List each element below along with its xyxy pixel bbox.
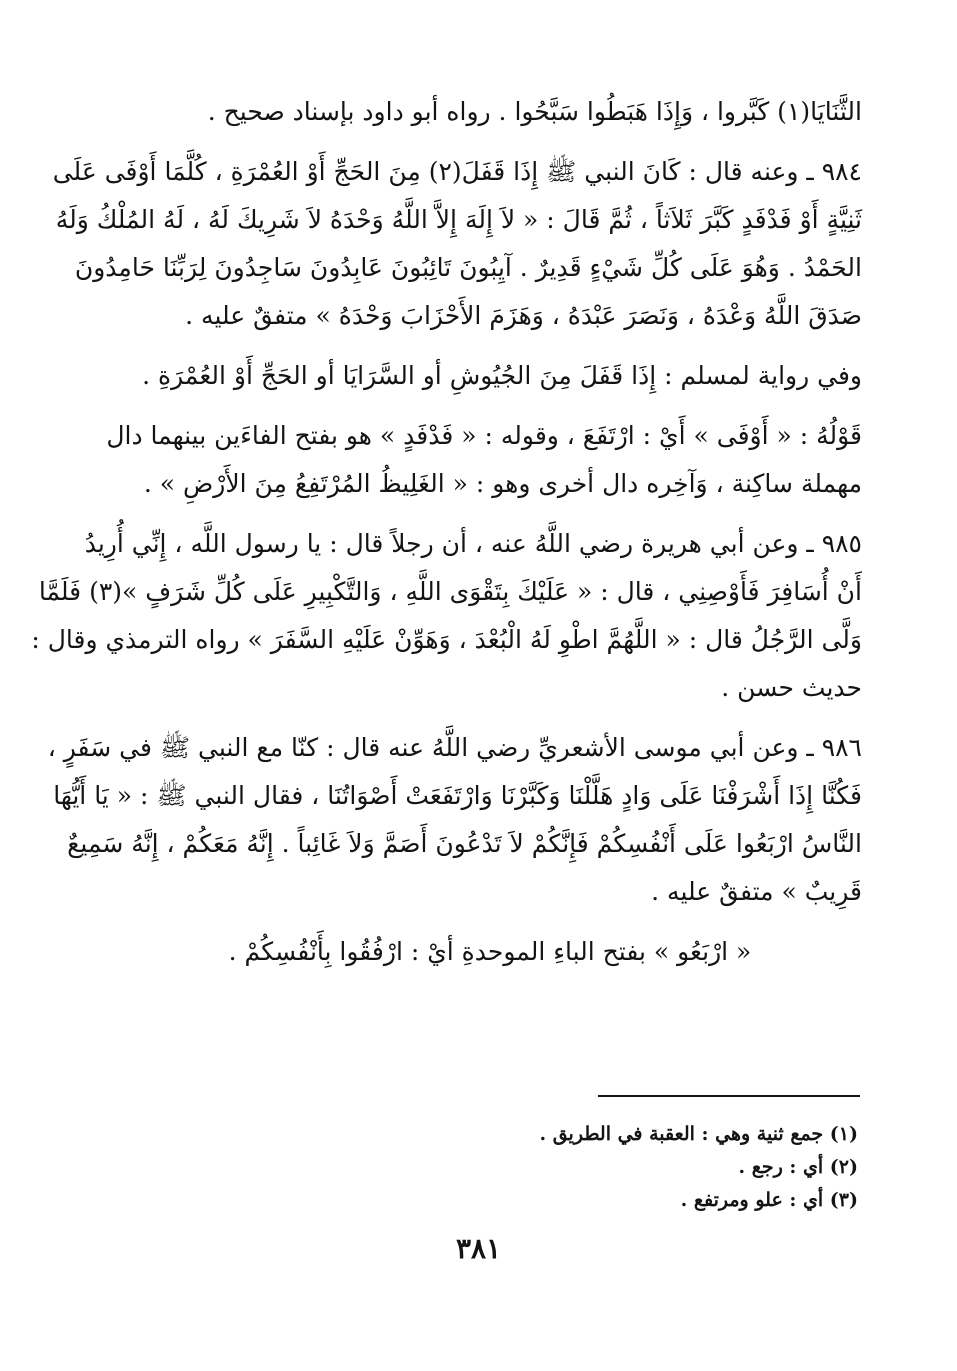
hadith-984-line: ٩٨٤ ـ وعنه قال : كَانَ النبي ﷺ إِذَا قَفَلَ(٢) مِنَ الحَجِّ أَوْ العُمْرَةِ ، كُلَّمَا أَوْفَى عَلَى bbox=[52, 157, 862, 186]
text-line: حديث حسن . bbox=[721, 673, 862, 702]
hadith-985-line: ٩٨٥ ـ وعن أبي هريرة رضي اللَّهُ عنه ، أن رجلاً قال : يا رسول اللَّه ، إِنِّي أُرِيدُ bbox=[84, 529, 862, 558]
text-line: قَوْلُهُ : « أَوْفَى » أَيْ : ارْتَفَعَ ، وقوله : « فَدْفَدٍ » هو بفتح الفاءَين بينهما دال bbox=[106, 421, 862, 450]
text-line: وَلَّى الرَّجُلُ قال : « اللَّهُمَّ اطْوِ لَهُ الْبُعْدَ ، وَهَوِّنْ عَلَيْهِ السَّفَرَ » رواه الترمذي وقال : bbox=[31, 625, 862, 654]
text-line: النَّاسُ ارْبَعُوا عَلَى أَنْفُسِكُمْ فَإِنَّكُمْ لاَ تَدْعُونَ أَصَمَّ وَلاَ غَائِباً . إِنَّهُ مَعَكُمْ ، إِنَّهُ سَمِيعٌ bbox=[67, 829, 862, 858]
footnote-divider bbox=[598, 1095, 860, 1097]
page-body bbox=[31, 88, 862, 976]
footnotes bbox=[458, 1118, 858, 1217]
text-line: الثَّنَايَا(١) كَبَّروا ، وَإِذَا هَبَطُوا سَبَّحُوا . رواه أبو داود بإسناد صحيح . bbox=[207, 97, 862, 126]
text-line: وفي رواية لمسلم : إِذَا قَفَلَ مِنَ الجُيُوشِ أو السَّرَايَا أو الحَجِّ أَوْ العُمْرَةِ . bbox=[142, 361, 862, 390]
text-line: أَنْ أُسَافِرَ فَأَوْصِنِي ، قال : « عَلَيْكَ بِتَقْوَى اللَّهِ ، وَالتَّكْبِيرِ عَلَى كُلِّ شَرَفٍ »(٣) فَلَمَّا bbox=[38, 577, 862, 606]
footnote: (٣) أي : علو ومرتفع . bbox=[680, 1189, 858, 1211]
hadith-986-line: ٩٨٦ ـ وعن أبي موسى الأشعريِّ رضي اللَّهُ عنه قال : كنّا مع النبي ﷺ في سَفَرٍ ، bbox=[47, 733, 862, 762]
text-line: الحَمْدُ . وَهُوَ عَلَى كُلِّ شَيْءٍ قَدِيرٌ . آيِبُونَ تَائِبُونَ عَابِدُونَ سَاجِدُونَ لِرَبِّنَا حَامِدُونَ bbox=[74, 253, 862, 282]
text-line: « ارْبَعُو » بفتح الباءِ الموحدةِ أيْ : ارْفُقُوا بِأَنْفُسِكُمْ . bbox=[228, 937, 752, 966]
text-line: مهملة ساكِنة ، وَآخِره دال أخرى وهو : « الغَلِيظُ المُرْتَفِعُ مِنَ الأَرْضِ » . bbox=[143, 469, 862, 498]
text-line: قَرِيبٌ » متفقٌ عليه . bbox=[651, 877, 862, 906]
text-line: صَدَقَ اللَّهُ وَعْدَهُ ، وَنَصَرَ عَبْدَهُ ، وَهَزَمَ الأَحْزَابَ وَحْدَهُ » متفقٌ عليه . bbox=[185, 301, 862, 330]
footnote: (١) جمع ثنية وهي : العقبة في الطريق . bbox=[539, 1123, 858, 1145]
footnote: (٢) أي : رجع . bbox=[738, 1156, 858, 1178]
text-line: ثَنِيَّةٍ أَوْ فَدْفَدٍ كَبَّرَ ثَلاَثاً ، ثُمَّ قَالَ : « لاَ إِلَهَ إِلاَّ اللَّهُ وَحْدَهُ لاَ شَرِيكَ لَهُ ، لَهُ المُلْكُ وَلَهُ bbox=[55, 205, 862, 234]
text-line: فَكُنَّا إِذَا أَشْرَفْنَا عَلَى وَادٍ هَلَّلْنَا وَكَبَّرْنَا وَارْتَفَعَتْ أَصْوَاتُنَا ، فقال النبي ﷺ : « يَا أَيُّهَا bbox=[53, 781, 862, 810]
page-number: ٣٨١ bbox=[455, 1232, 502, 1265]
